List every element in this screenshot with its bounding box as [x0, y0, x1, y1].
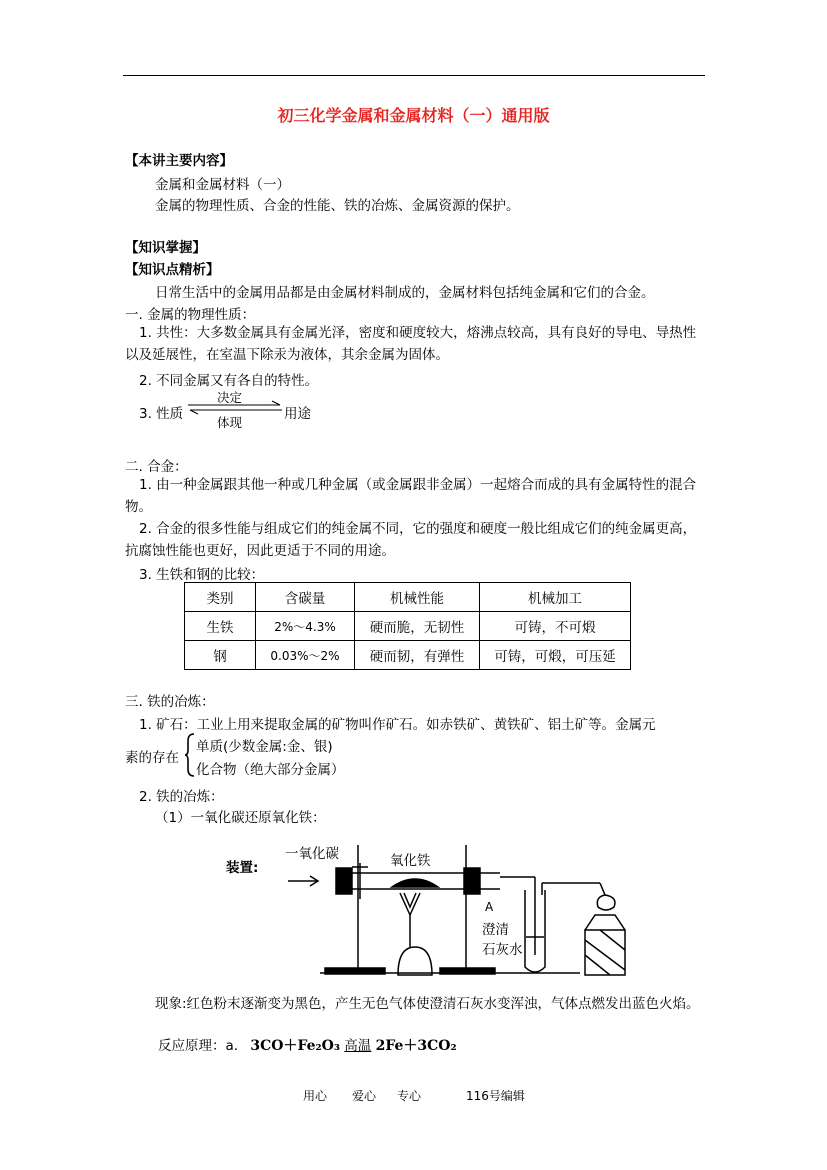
part2-heading: 二. 合金： — [125, 459, 188, 475]
footer-item: 专心 — [397, 1089, 422, 1103]
document-title: 初三化学金属和金属材料（一）通用版 — [277, 106, 550, 125]
iron-steel-table — [184, 582, 631, 670]
table-cell: 生铁 — [185, 612, 256, 641]
table-cell: 硬而脆，无韧性 — [355, 612, 480, 641]
arrow-label-decide: 决定 — [217, 390, 243, 405]
part3-item1: 1. 矿石：工业上用来提取金属的矿物叫作矿石。如赤铁矿、黄铁矿、铝土矿等。金属元 — [139, 717, 656, 733]
part1-item1: 1. 共性：大多数金属具有金属光泽，密度和硬度较大，熔沸点较高，具有良好的导电、导热性以及延展性，在室温下除汞为液体，其余金属为固体。 — [125, 325, 697, 363]
main-line-2: 金属的物理性质、合金的性能、铁的冶炼、金属资源的保护。 — [155, 198, 520, 214]
table-cell: 硬而韧，有弹性 — [355, 641, 480, 670]
part1-item3-suffix: 用途 — [284, 406, 311, 422]
part3-heading: 三. 铁的冶炼： — [125, 694, 215, 710]
brace-item-compound: 化合物（绝大部分金属） — [196, 762, 345, 778]
table-cell: 可铸，可煅，可压延 — [480, 641, 631, 670]
footer-item: 用心 — [303, 1089, 328, 1103]
table-header-cell: 类别 — [185, 583, 256, 612]
diagram-label-limewater-2: 石灰水 — [482, 942, 523, 958]
part3-sub1: （1）一氧化碳还原氧化铁： — [155, 810, 326, 826]
diagram-label-a: A — [485, 900, 494, 914]
table-cell: 0.03%～2% — [256, 641, 355, 670]
co-reduction-apparatus — [280, 835, 640, 980]
part1-item2: 2. 不同金属又有各自的特性。 — [139, 373, 319, 389]
table-header-row — [185, 583, 631, 612]
part2-item3: 3. 生铁和钢的比较： — [139, 567, 265, 583]
curly-brace — [184, 733, 196, 777]
equation-lhs: 3CO＋Fe₂O₃ — [250, 1038, 340, 1054]
brace-item-element: 单质(少数金属:金、银) — [196, 739, 333, 755]
part1-heading: 一. 金属的物理性质： — [125, 307, 256, 323]
part2-item2: 2. 合金的很多性能与组成它们的纯金属不同，它的强度和硬度一般比组成它们的纯金属更高，抗腐蚀性能也更好，因此更适于不同的用途。 — [125, 521, 697, 559]
diagram-label-fe2o3: 氧化铁 — [390, 853, 431, 869]
table-row — [185, 612, 631, 641]
diagram-label-co: 一氧化碳 — [285, 846, 339, 862]
table-header-cell: 含碳量 — [256, 583, 355, 612]
intro-paragraph: 日常生活中的金属用品都是由金属材料制成的，金属材料包括纯金属和它们的合金。 — [155, 285, 655, 301]
footer-editor: 116号编辑 — [466, 1089, 525, 1103]
footer-item: 爱心 — [352, 1089, 377, 1103]
part2-item1: 1. 由一种金属跟其他一种或几种金属（或金属跟非金属）一起熔合而成的具有金属特性的混合物。 — [125, 477, 697, 515]
main-line-1: 金属和金属材料（一） — [155, 177, 290, 193]
section-heading-analysis: 【知识点精析】 — [125, 262, 220, 278]
part1-item3-prefix: 3. 性质 — [139, 406, 184, 422]
table-cell: 2%～4.3% — [256, 612, 355, 641]
section-heading-main: 【本讲主要内容】 — [125, 153, 233, 169]
diagram-label-device: 装置: — [226, 860, 259, 876]
table-row — [185, 641, 631, 670]
equation-rhs: 2Fe＋3CO₂ — [375, 1038, 457, 1054]
header-rule — [123, 75, 705, 76]
arrow-label-embody: 体现 — [217, 415, 243, 430]
principle-label: 反应原理：a. — [158, 1038, 239, 1054]
part3-item2: 2. 铁的冶炼： — [139, 789, 224, 805]
part3-item1-cont: 素的存在 — [125, 750, 179, 766]
equation-condition: 高温 — [344, 1038, 372, 1054]
table-header-cell: 机械性能 — [355, 583, 480, 612]
section-heading-knowledge: 【知识掌握】 — [125, 240, 206, 256]
diagram-label-limewater-1: 澄清 — [482, 922, 509, 938]
table-header-cell: 机械加工 — [480, 583, 631, 612]
table-cell: 钢 — [185, 641, 256, 670]
observation-paragraph: 现象:红色粉末逐渐变为黑色，产生无色气体使澄清石灰水变浑浊，气体点燃发出蓝色火焰。 — [155, 996, 700, 1012]
table-cell: 可铸，不可煅 — [480, 612, 631, 641]
reaction-equation — [158, 1034, 457, 1055]
